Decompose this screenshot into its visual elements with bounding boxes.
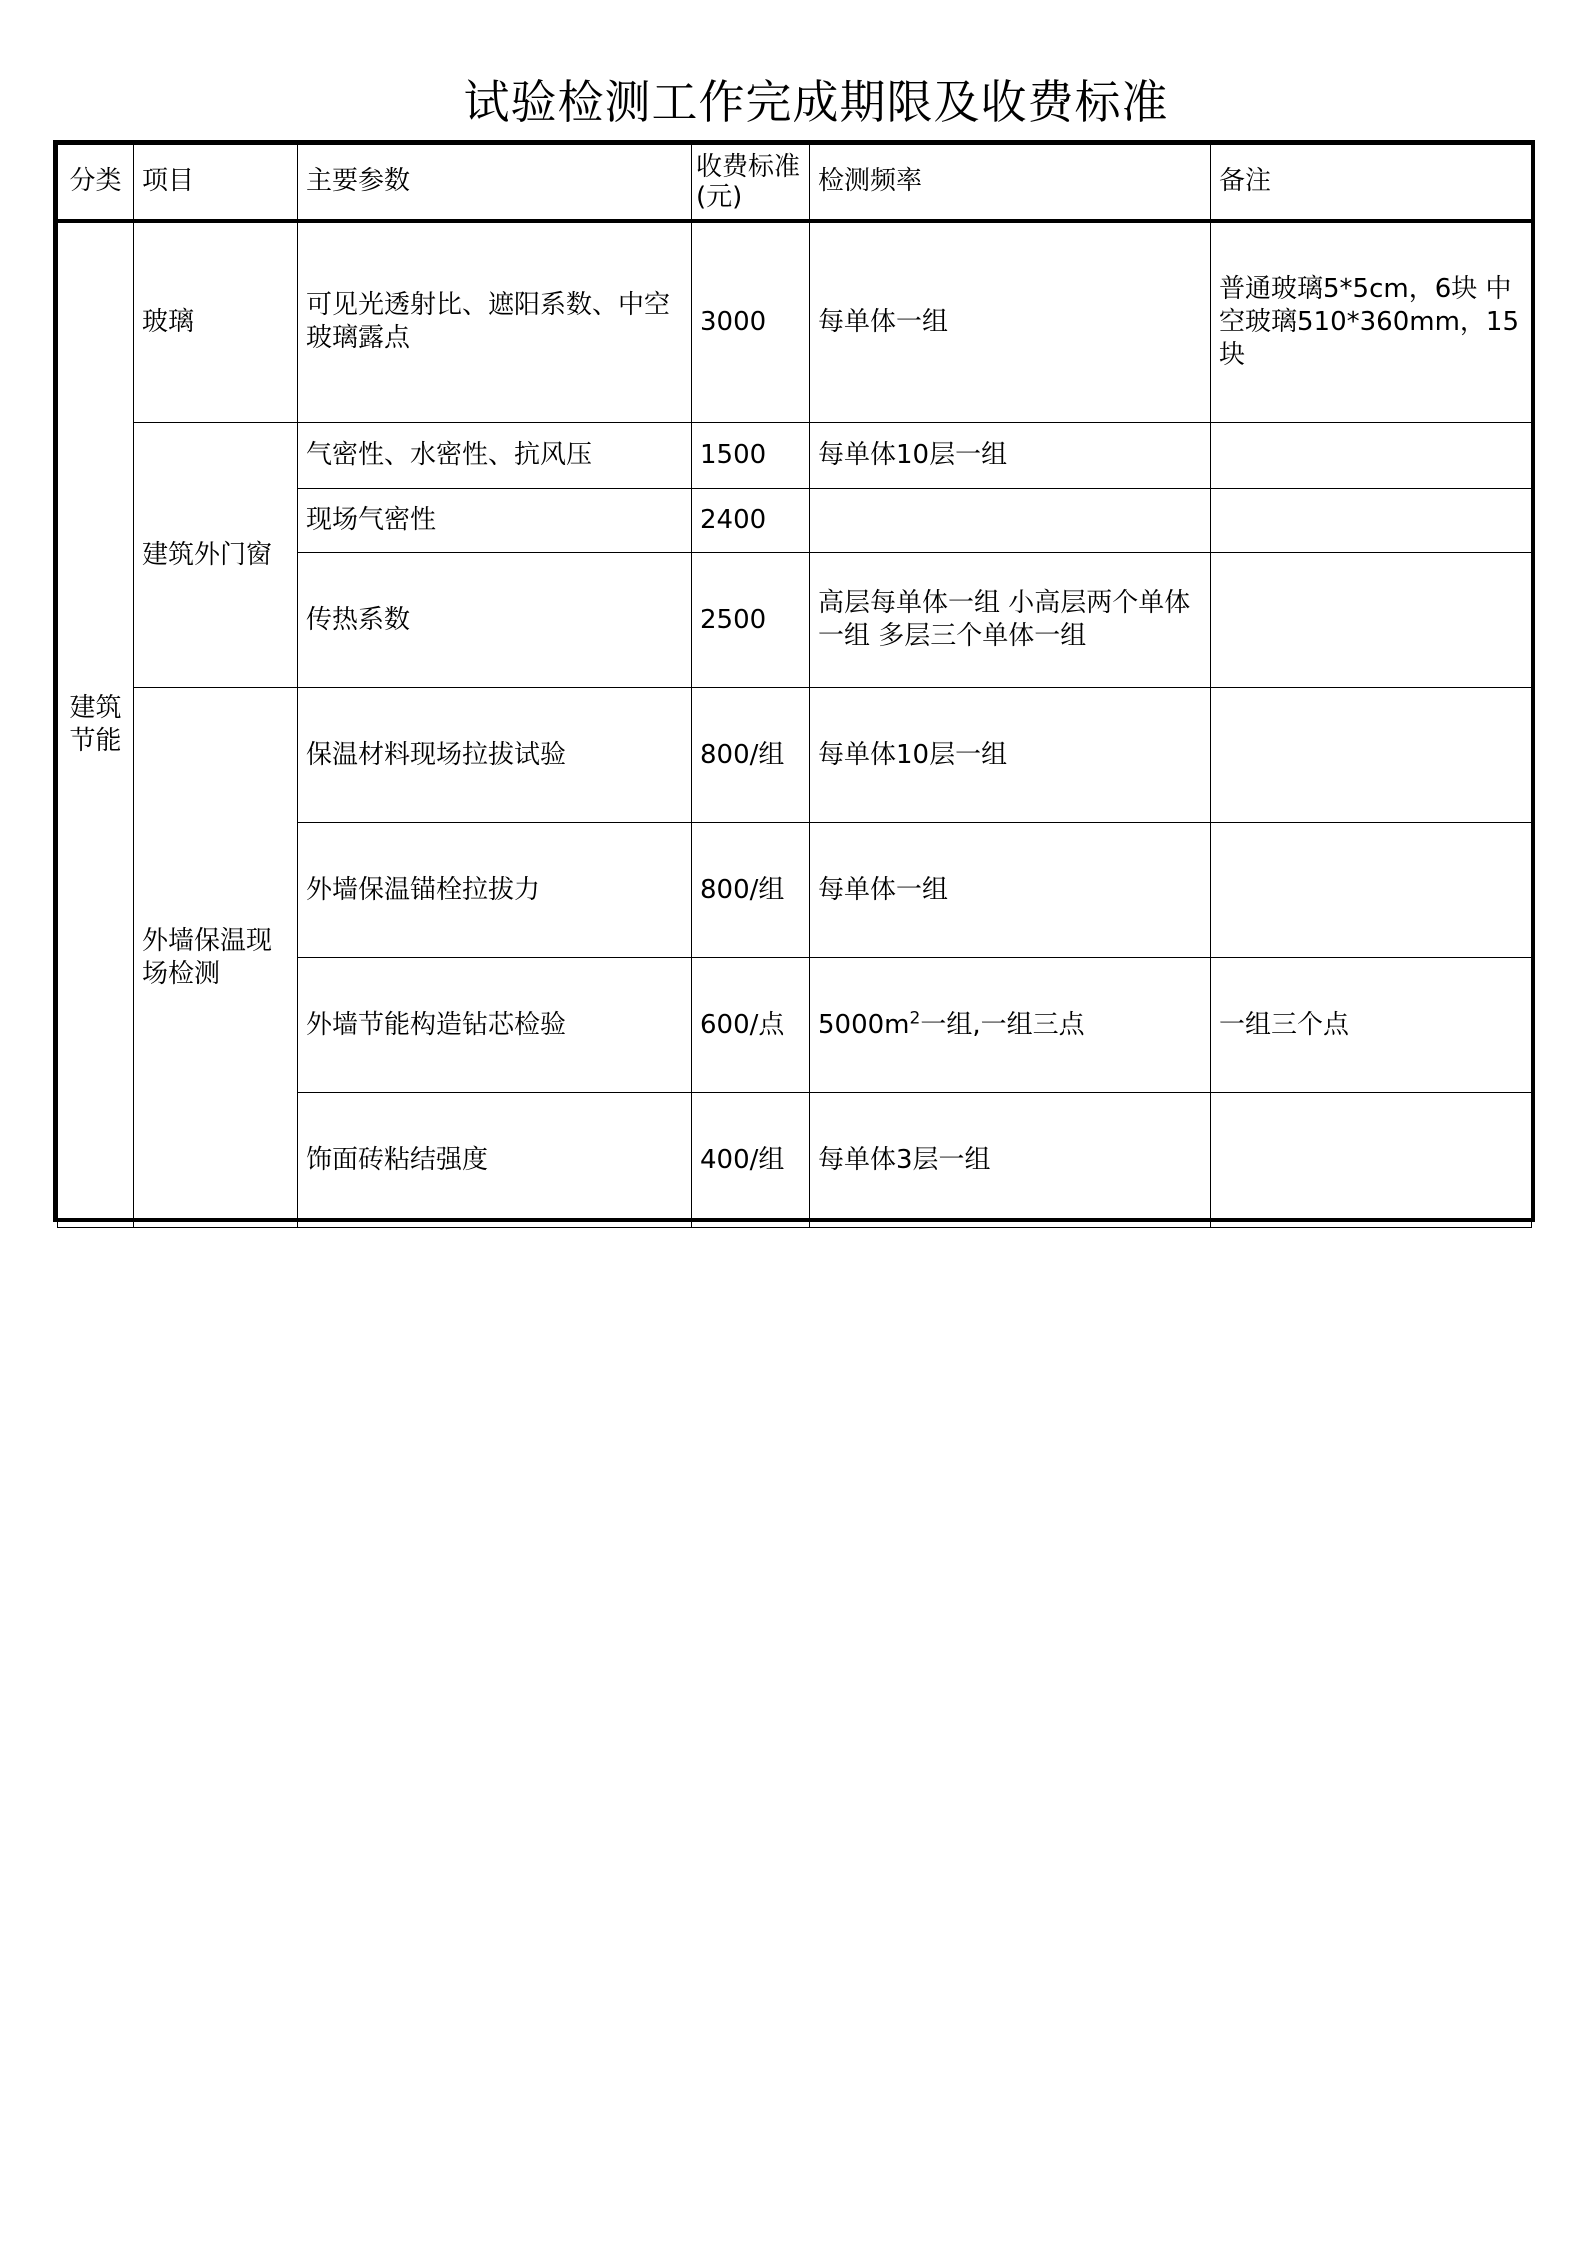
item-cell: 建筑外门窗 <box>134 423 298 688</box>
param-cell: 现场气密性 <box>298 489 692 553</box>
page-title: 试验检测工作完成期限及收费标准 <box>463 75 1169 129</box>
fee-cell: 2500 <box>692 553 810 688</box>
frequency-cell: 每单体3层一组 <box>810 1093 1211 1228</box>
header-fee-line2: (元) <box>696 181 743 212</box>
frequency-cell: 每单体10层一组 <box>810 423 1211 489</box>
remark-cell: 普通玻璃5*5cm，6块 中空玻璃510*360mm，15块 <box>1211 221 1532 423</box>
fee-cell: 600/点 <box>692 958 810 1093</box>
fee-cell: 2400 <box>692 489 810 553</box>
item-cell: 外墙保温现场检测 <box>134 688 298 1228</box>
item-cell: 玻璃 <box>134 221 298 423</box>
param-cell: 气密性、水密性、抗风压 <box>298 423 692 489</box>
remark-cell: 一组三个点 <box>1211 958 1532 1093</box>
param-cell: 传热系数 <box>298 553 692 688</box>
param-cell: 饰面砖粘结强度 <box>298 1093 692 1228</box>
param-cell: 保温材料现场拉拔试验 <box>298 688 692 823</box>
fee-cell: 1500 <box>692 423 810 489</box>
header-frequency: 检测频率 <box>810 145 1211 221</box>
header-remark: 备注 <box>1211 145 1532 221</box>
frequency-cell: 每单体一组 <box>810 823 1211 958</box>
frequency-cell: 高层每单体一组 小高层两个单体一组 多层三个单体一组 <box>810 553 1211 688</box>
frequency-cell: 每单体一组 <box>810 221 1211 423</box>
header-fee-line1: 收费标准 <box>696 151 801 182</box>
fee-cell: 3000 <box>692 221 810 423</box>
fee-cell: 800/组 <box>692 823 810 958</box>
header-params: 主要参数 <box>298 145 692 221</box>
param-cell: 可见光透射比、遮阳系数、中空玻璃露点 <box>298 221 692 423</box>
header-item: 项目 <box>134 145 298 221</box>
header-category: 分类 <box>58 145 134 221</box>
frequency-area-suffix: 一组,一组三点 <box>920 1009 1085 1040</box>
fee-cell: 400/组 <box>692 1093 810 1228</box>
category-line1: 建筑 <box>69 692 122 723</box>
table-outer-border <box>53 140 1535 1222</box>
param-cell: 外墙保温锚栓拉拔力 <box>298 823 692 958</box>
fee-cell: 800/组 <box>692 688 810 823</box>
frequency-area-exponent: 2 <box>909 1007 921 1028</box>
category-line2: 节能 <box>69 725 122 756</box>
param-cell: 外墙节能构造钻芯检验 <box>298 958 692 1093</box>
frequency-cell: 每单体10层一组 <box>810 688 1211 823</box>
frequency-area-value: 5000m <box>818 1009 910 1040</box>
